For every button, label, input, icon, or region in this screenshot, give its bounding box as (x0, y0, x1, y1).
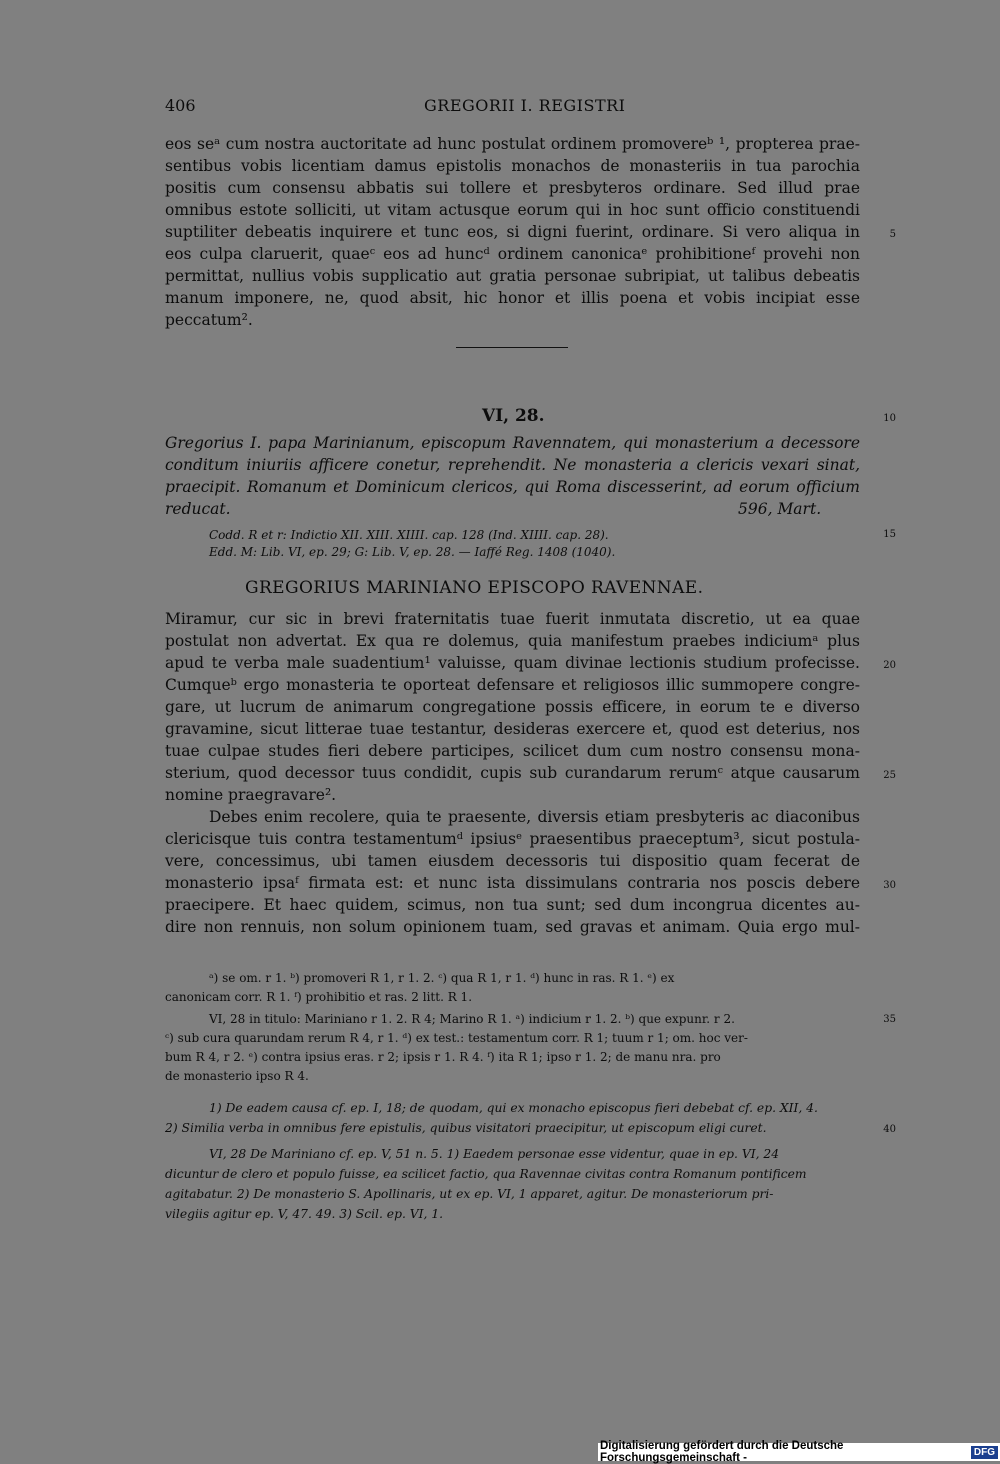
text-line: Miramur, cur sic in brevi fraternitatis tuae fuerit inmutata discretio, ut ea quae (165, 610, 860, 628)
funding-footer (598, 1440, 1000, 1464)
editions-line: Edd. M: Lib. VI, ep. 29; G: Lib. V, ep. 28. — Iaffé Reg. 1408 (1040). (209, 545, 616, 559)
text-line: apud te verba male suadentium¹ valuisse, quam divinae lectionis studium profecisse. (165, 654, 860, 672)
summary-line: conditum iniuriis afficere conetur, reprehendit. Ne monasteria a clericis vexari sinat, (165, 456, 860, 474)
text-line: Debes enim recolere, quia te praesente, diversis etiam presbyteris ac diaconibus (209, 808, 860, 826)
running-title: GREGORII I. REGISTRI (424, 96, 626, 115)
text-line: permittat, nullius vobis supplicatio aut gratia personae subripiat, ut talibus debeatis (165, 267, 860, 285)
line-number: 40 (883, 1124, 896, 1135)
section-divider (456, 347, 568, 348)
note-line: 2) Similia verba in omnibus fere epistulis, quibus visitatori praecipitur, ut episcopum eligi curet. (165, 1121, 767, 1135)
text-line: positis cum consensu abbatis sui tollere et presbyteros ordinare. Sed illud prae (165, 179, 860, 197)
text-line: peccatum². (165, 311, 253, 329)
text-line: gare, ut lucrum de animarum congregatione possis efficere, in eorum te e diverso (165, 698, 860, 716)
note-line: agitabatur. 2) De monasterio S. Apollinaris, ut ex ep. VI, 1 apparet, agitur. De monasteriorum pri- (165, 1187, 774, 1201)
text-line: manum imponere, ne, quod absit, hic honor et illis poena et vobis incipiat esse (165, 289, 860, 307)
line-number: 25 (883, 770, 896, 781)
letter-heading: VI, 28. (482, 406, 545, 426)
text-line: monasterio ipsaᶠ firmata est: et nunc ista dissimulans contraria nos poscis debere (165, 874, 860, 892)
text-line: omnibus estote solliciti, ut vitam actusque eorum qui in hoc sunt officio constituendi (165, 201, 860, 219)
text-line: clericisque tuis contra testamentumᵈ ipsiusᵉ praesentibus praeceptum³, sicut postula- (165, 830, 860, 848)
text-line: Cumqueᵇ ergo monasteria te oporteat defensare et religiosos illic summopere congre- (165, 676, 860, 694)
note-line: VI, 28 De Mariniano cf. ep. V, 51 n. 5. 1) Eaedem personae esse videntur, quae in ep. VI, 24 (209, 1147, 780, 1161)
apparatus-line: VI, 28 in titulo: Mariniano r 1. 2. R 4; Marino R 1. ᵃ) indicium r 1. 2. ᵇ) que expunr. r 2. (209, 1012, 735, 1026)
text-line: suptiliter debeatis inquirere et tunc eos, si digni fuerint, ordinare. Si vero aliqua in (165, 223, 860, 241)
page-number: 406 (165, 96, 196, 115)
apparatus-line: de monasterio ipso R 4. (165, 1069, 309, 1083)
text-line: sterium, quod decessor tuus condidit, cupis sub curandarum rerumᶜ atque causarum (165, 764, 860, 782)
line-number: 10 (883, 413, 896, 424)
note-line: vilegiis agitur ep. V, 47. 49. 3) Scil. ep. VI, 1. (165, 1207, 444, 1221)
apparatus-line: ᵃ) se om. r 1. ᵇ) promoveri R 1, r 1. 2. ᶜ) qua R 1, r 1. ᵈ) hunc in ras. R 1. ᵉ) ex (209, 971, 675, 985)
line-number: 5 (889, 229, 896, 240)
summary-date: 596, Mart. (738, 500, 822, 518)
summary-line: Gregorius I. papa Marinianum, episcopum Ravennatem, qui monasterium a decessore (165, 434, 860, 452)
line-number: 35 (883, 1014, 896, 1025)
apparatus-line: bum R 4, r 2. ᵉ) contra ipsius eras. r 2; ipsis r 1. R 4. ᶠ) ita R 1; ipso r 1. 2; de manu nra. pro (165, 1050, 721, 1064)
apparatus-line: canonicam corr. R 1. ᶠ) prohibitio et ras. 2 litt. R 1. (165, 990, 473, 1004)
text-line: sentibus vobis licentiam damus epistolis monachos de monasteriis in tua parochia (165, 157, 860, 175)
text-line: vere, concessimus, ubi tamen eiusdem decessoris tui dispositio quam fecerat de (165, 852, 860, 870)
text-line: eos seᵃ cum nostra auctoritate ad hunc postulat ordinem promovereᵇ ¹, propterea prae- (165, 135, 860, 153)
note-line: 1) De eadem causa cf. ep. I, 18; de quodam, qui ex monacho episcopus fieri debebat cf. ep. XII, 4. (209, 1101, 818, 1115)
summary-line: reducat. (165, 500, 231, 518)
line-number: 15 (883, 529, 896, 540)
summary-line: praecipit. Romanum et Dominicum clericos, qui Roma discesserint, ad eorum officium (165, 478, 860, 496)
text-line: nomine praegravare². (165, 786, 337, 804)
line-number: 20 (883, 660, 896, 671)
text-line: dire non rennuis, non solum opinionem tuam, sed gravas et animam. Quia ergo mul- (165, 918, 860, 936)
apparatus-line: ᶜ) sub cura quarundam rerum R 4, r 1. ᵈ) ex test.: testamentum corr. R 1; tuum r 1; om. hoc ver- (165, 1031, 748, 1045)
text-line: postulat non advertat. Ex qua re dolemus, quia manifestum praebes indiciumᵃ plus (165, 632, 860, 650)
note-line: dicuntur de clero et populo fuisse, ea scilicet factio, qua Ravennae civitas contra Romanum pontificem (165, 1167, 807, 1181)
footer-text: Digitalisierung gefördert durch die Deutsche Forschungsgemeinschaft - (600, 1440, 844, 1464)
text-line: gravamine, sicut litterae tuae testantur, desideras exercere et, quod est deterius, nos (165, 720, 860, 738)
text-line: praecipere. Et haec quidem, scimus, non tua sunt; sed dum incongrua dicentes au- (165, 896, 860, 914)
text-line: eos culpa claruerit, quaeᶜ eos ad huncᵈ ordinem canonicaᵉ prohibitioneᶠ provehi non (165, 245, 860, 263)
letter-address: GREGORIUS MARINIANO EPISCOPO RAVENNAE. (245, 578, 704, 598)
text-line: tuae culpae studes fieri debere participes, scilicet dum cum nostro consensu mona- (165, 742, 860, 760)
line-number: 30 (883, 880, 896, 891)
dfg-logo: DFG (971, 1446, 998, 1459)
codices-line: Codd. R et r: Indictio XII. XIII. XIIII. cap. 128 (Ind. XIIII. cap. 28). (209, 528, 609, 542)
